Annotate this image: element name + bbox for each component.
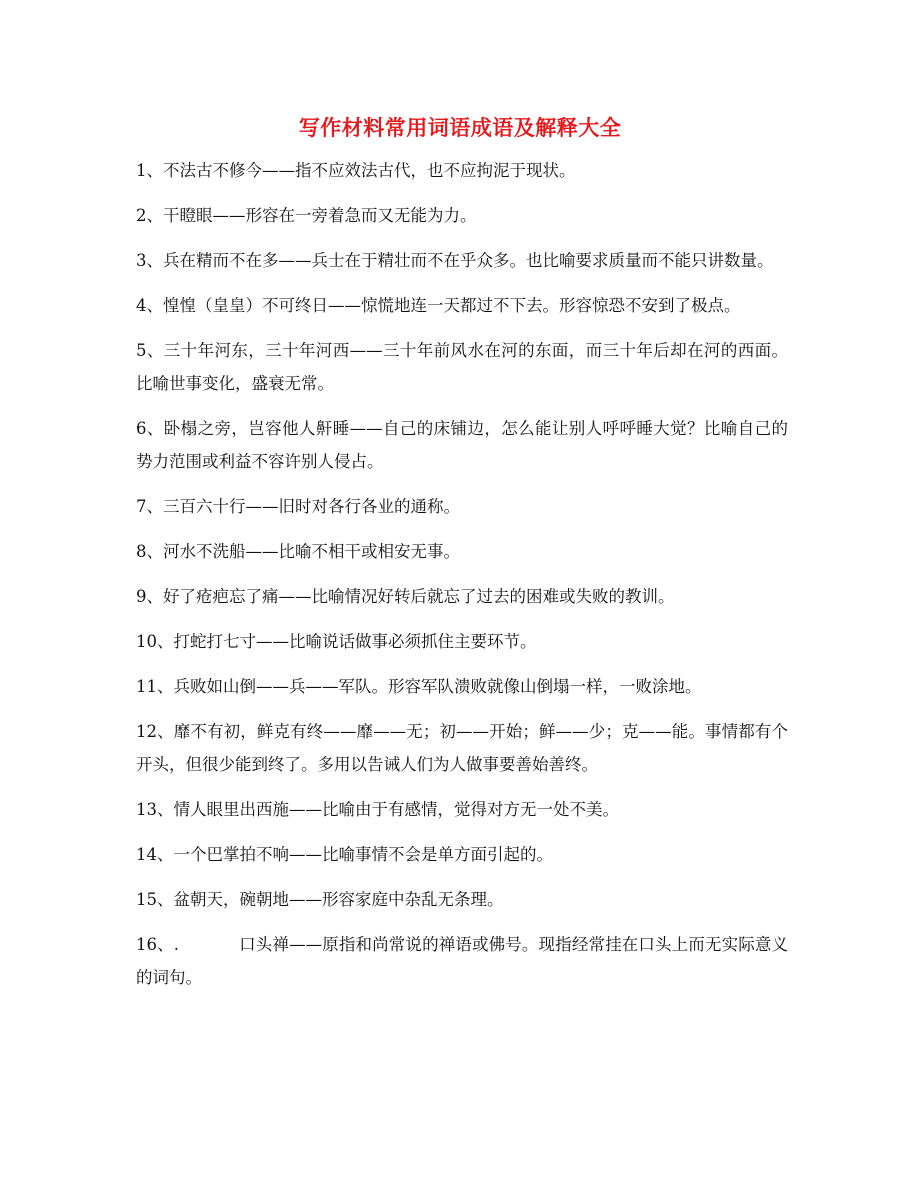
entry-16: [136, 928, 788, 994]
entry-8: 8、河水不洗船——比喻不相干或相安无事。: [136, 542, 460, 561]
entry-4: 4、惶惶（皇皇）不可终日——惊慌地连一天都过不下去。形容惊恐不安到了极点。: [136, 296, 741, 315]
entry-15: 15、盆朝天，碗朝地——形容家庭中杂乱无条理。: [136, 890, 504, 909]
entry-12: 12、靡不有初，鲜克有终——靡——无；初——开始；鲜——少；克——能。事情都有个开头，但很少能到终了。多用以告诫人们为人做事要善始善终。: [136, 722, 788, 774]
document-title: 写作材料常用词语成语及解释大全: [298, 115, 622, 140]
entry-5: 5、三十年河东，三十年河西——三十年前风水在河的东面，而三十年后却在河的西面。比喻世事变化，盛衰无常。: [136, 341, 788, 393]
entry-16-text: 口头禅——原指和尚常说的禅语或佛号。现指经常挂在口头上而无实际意义的词句。: [136, 935, 789, 987]
entry-list: [136, 154, 788, 1006]
entry-3: 3、兵在精而不在多——兵士在于精壮而不在乎众多。也比喻要求质量而不能只讲数量。: [136, 251, 774, 270]
entry-16-prefix: 16、.: [136, 935, 180, 954]
entry-7: 7、三百六十行——旧时对各行各业的通称。: [136, 497, 460, 516]
entry-11: 11、兵败如山倒——兵——军队。形容军队溃败就像山倒塌一样，一败涂地。: [136, 677, 702, 696]
entry-13: 13、情人眼里出西施——比喻由于有感情，觉得对方无一处不美。: [136, 800, 619, 819]
entry-2: 2、干瞪眼——形容在一旁着急而又无能为力。: [136, 206, 477, 225]
entry-14: 14、一个巴掌拍不响——比喻事情不会是单方面引起的。: [136, 845, 553, 864]
entry-1: 1、不法古不修今——指不应效法古代，也不应拘泥于现状。: [136, 161, 576, 180]
entry-9: 9、好了疮疤忘了痛——比喻情况好转后就忘了过去的困难或失败的教训。: [136, 587, 675, 606]
entry-10: 10、打蛇打七寸——比喻说话做事必须抓住主要环节。: [136, 632, 537, 651]
entry-6: 6、卧榻之旁，岂容他人鼾睡——自己的床铺边，怎么能让别人呼呼睡大觉？比喻自己的势力范围或利益不容许别人侵占。: [136, 419, 788, 471]
